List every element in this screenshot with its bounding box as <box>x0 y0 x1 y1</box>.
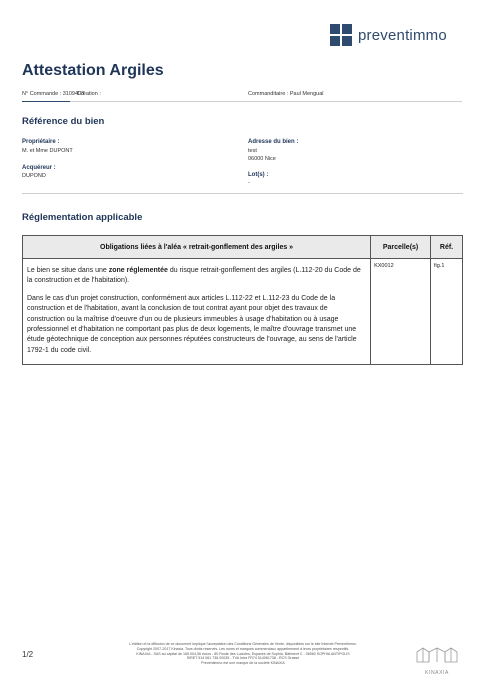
reference-divider <box>22 193 463 194</box>
kinaxia-word: KINAXIA <box>425 670 449 676</box>
proprietaire-label: Propriétaire : <box>22 139 60 145</box>
header-parcelles: Parcelle(s) <box>371 236 431 259</box>
acquereur-value: DUPOND <box>22 173 46 179</box>
footer-legal: L'édition et la diffusion de ce document implique l'acceptation des Conditions Générales de Vente, disponibles sur le site Internet Preventimmo. Copyright 2007-2017 Kinaxia. Tous droits réservés. Les noms et marques commerciaux appartiennent à leurs propriétaires respectifs. KINAXIA - SAS au capital de 165.004,56 euros - 80 Route des Lucioles, Espaces de Sophia, Bâtiment C - 06560 SOPHIA ANTIPOLIS SIRET 514 061 738 00035 - TVA Intra FR74 514061738 - RCS Grasse Preventimmo est une marque de la société KINAXIA <box>129 642 357 666</box>
adresse-label: Adresse du bien : <box>248 139 299 145</box>
obligations-table <box>22 235 463 365</box>
adresse-line2: 06000 Nice <box>248 156 276 162</box>
page-title: Attestation Argiles <box>22 62 164 79</box>
obligation-paragraph-1: Le bien se situe dans une zone réglementée du risque retrait-gonflement des argiles (L.112-20 du Code de la construction et de l'habitation). <box>27 267 361 285</box>
parcelle-cell: KX0012 <box>371 259 431 365</box>
adresse-line1: test <box>248 148 257 154</box>
zone-reglementee: zone réglementée <box>108 267 168 274</box>
commanditaire: Commanditaire : Paul Mengual <box>248 91 324 97</box>
lots-value: - <box>248 180 250 186</box>
table-header-row <box>23 236 463 259</box>
meta-divider <box>22 101 462 102</box>
creation-date: Création : <box>77 91 101 97</box>
obligation-text-cell <box>23 259 371 365</box>
section-title-reference: Référence du bien <box>22 116 105 127</box>
header-ref: Réf. <box>431 236 463 259</box>
meta-divider-accent <box>22 101 70 102</box>
proprietaire-value: M. et Mme DUPONT <box>22 148 73 154</box>
obligation-paragraph-2: Dans le cas d'un projet construction, conformément aux articles L.112-22 et L.112-23 du Code de la construction et de l'habitation, avant la conclusion de tout contrat ayant pour objet des travaux de construction ou la maîtrise d'oeuvre d'un ou de plusieurs immeubles à usage d'habitation ou à usage professionnel et d'habitation ne comportant pas plus de deux logements, le maître d'ouvrage transmet une étude géotechnique de conception aux personnes réputées constructeurs de l'ouvrage, au sens de l'article 1792-1 du code civil. <box>27 294 357 354</box>
logo-mark-icon <box>330 24 352 46</box>
order-number: N° Commande : 3109403 <box>22 91 85 97</box>
acquereur-label: Acquéreur : <box>22 165 56 171</box>
kinaxia-logo <box>415 646 459 676</box>
ref-cell: fig.1 <box>431 259 463 365</box>
header-obligations: Obligations liées à l'aléa « retrait-gonflement des argiles » <box>23 236 371 259</box>
page-number: 1/2 <box>22 650 34 659</box>
preventimmo-logo <box>330 24 447 46</box>
lots-label: Lot(s) : <box>248 172 269 178</box>
kinaxia-mark-icon <box>415 646 459 664</box>
brand-name: preventimmo <box>358 26 447 44</box>
table-row <box>23 259 463 365</box>
section-title-reglementation: Réglementation applicable <box>22 212 143 223</box>
